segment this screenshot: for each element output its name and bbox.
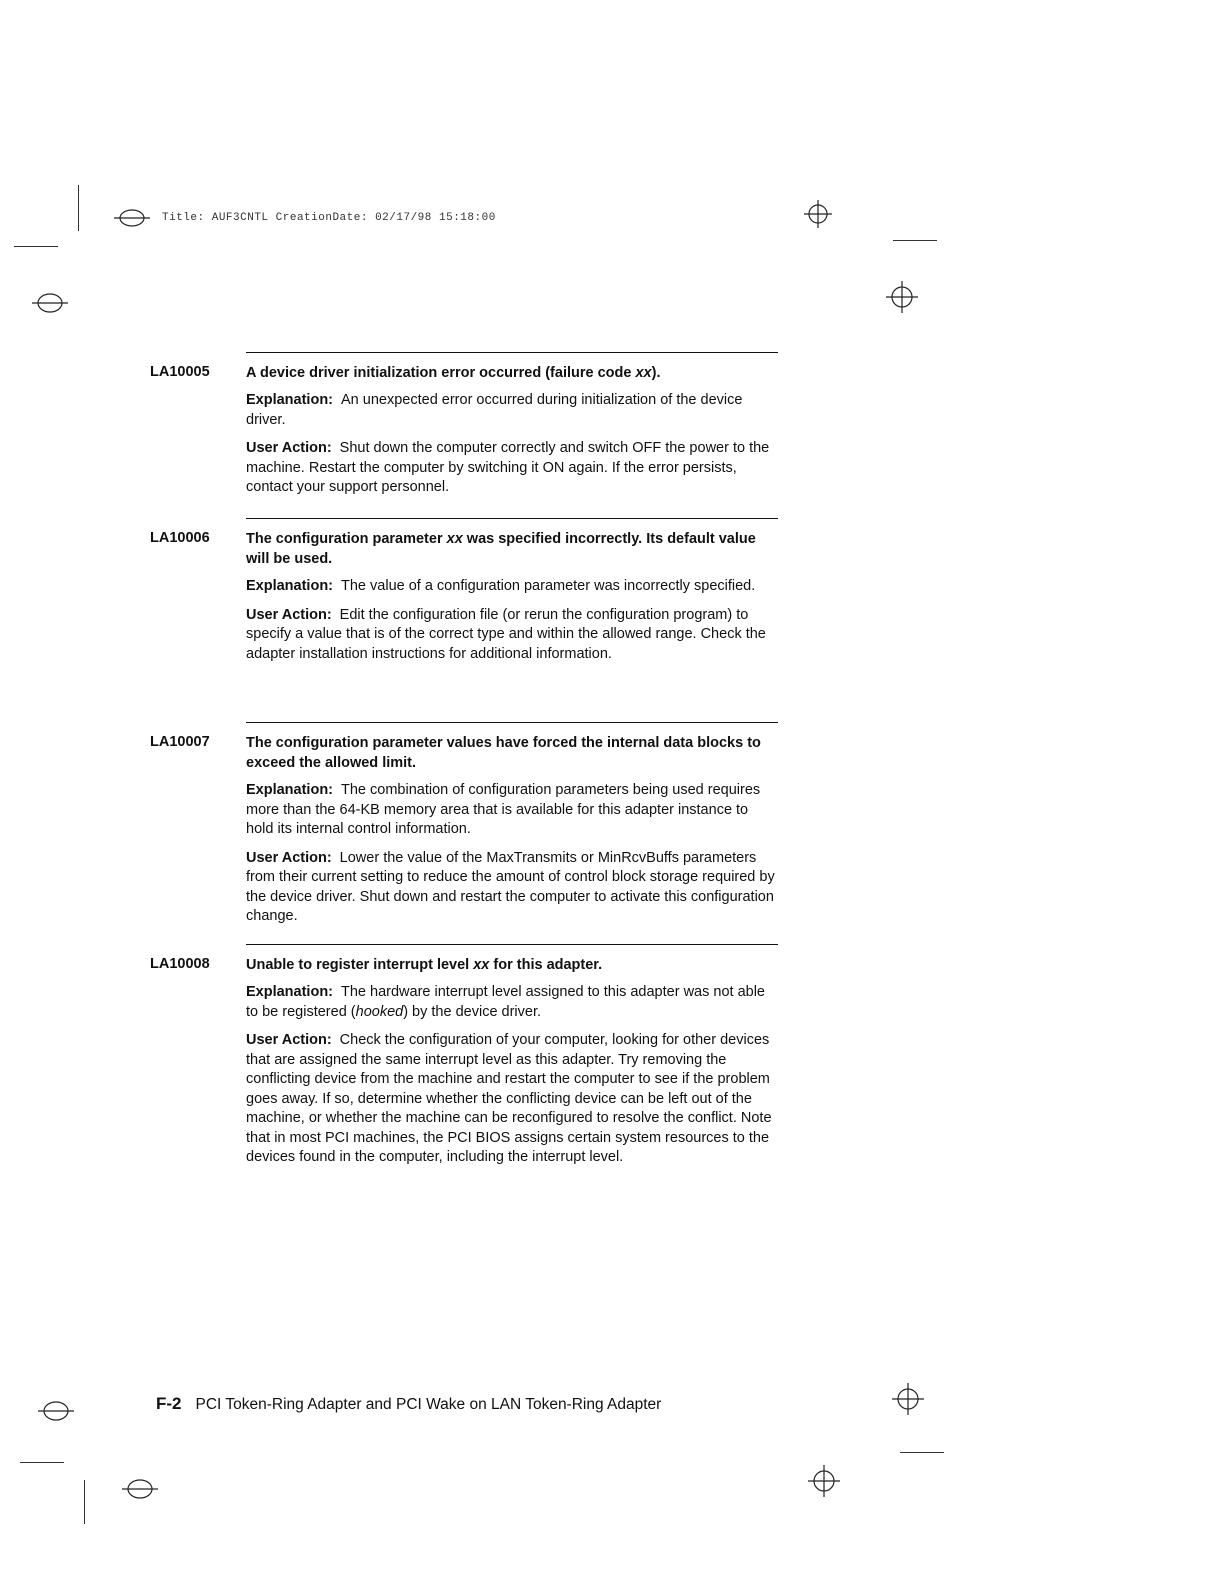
- explanation: Explanation: The hardware interrupt level assigned to this adapter was not able to be registered (hooked) by the device driver.: [246, 984, 765, 1020]
- crop-mark: [78, 185, 79, 231]
- message-title: A device driver initialization error occurred (failure code xx).: [246, 365, 661, 381]
- registration-mark-icon: [800, 198, 836, 230]
- registration-mark-icon: [890, 1382, 926, 1416]
- message-entry: [150, 944, 778, 1177]
- registration-mark-icon: [36, 1398, 76, 1424]
- registration-mark-icon: [114, 206, 150, 230]
- user-action: User Action: Lower the value of the MaxTransmits or MinRcvBuffs parameters from their current setting to reduce the amount of control block storage required by the device driver. Shut down and restart the computer to activate this configuration change.: [246, 849, 775, 924]
- crop-mark: [20, 1462, 64, 1463]
- message-code: LA10005: [150, 364, 210, 380]
- message-code: LA10007: [150, 734, 210, 750]
- message-title: The configuration parameter values have forced the internal data blocks to exceed the allowed limit.: [246, 735, 761, 771]
- explanation: Explanation: An unexpected error occurred during initialization of the device driver.: [246, 392, 743, 428]
- explanation: Explanation: The value of a configuration parameter was incorrectly specified.: [246, 578, 756, 594]
- registration-mark-icon: [884, 280, 920, 314]
- message-title: The configuration parameter xx was specified incorrectly. Its default value will be used.: [246, 531, 756, 567]
- message-entry: [150, 352, 778, 507]
- message-code: LA10006: [150, 530, 210, 546]
- crop-mark: [14, 246, 58, 247]
- user-action: User Action: Check the configuration of your computer, looking for other devices that are assigned the same interrupt level as this adapter. Try removing the conflicting device from the machine and restart the computer to see if the problem goes away. If so, determine whether the conflicting device can be left out of the machine, or whether the machine can be reconfigured to resolve the conflict. Note that in most PCI machines, the PCI BIOS assigns certain system resources to the devices found in the computer, including the interrupt level.: [246, 1032, 772, 1165]
- book-title: PCI Token-Ring Adapter and PCI Wake on LAN Token-Ring Adapter: [195, 1396, 662, 1413]
- message-title: Unable to register interrupt level xx for this adapter.: [246, 957, 603, 973]
- message-code: LA10008: [150, 956, 210, 972]
- message-entry: [150, 722, 778, 936]
- registration-mark-icon: [806, 1464, 842, 1498]
- page-footer: [156, 1394, 661, 1414]
- creation-header: [162, 212, 496, 224]
- creation-date-label: CreationDate:: [275, 212, 368, 224]
- crop-mark: [900, 1452, 944, 1453]
- page-number: F-2: [156, 1394, 182, 1413]
- title-value: AUF3CNTL: [211, 212, 269, 224]
- user-action: User Action: Edit the configuration file (or rerun the configuration program) to specify a value that is of the correct type and within the allowed range. Check the adapter installation instructions for additional information.: [246, 606, 766, 662]
- message-entry: [150, 518, 778, 673]
- explanation: Explanation: The combination of configuration parameters being used requires more than the 64-KB memory area that is available for this adapter instance to hold its internal control information.: [246, 782, 761, 837]
- registration-mark-icon: [30, 290, 70, 316]
- crop-mark: [84, 1480, 85, 1524]
- title-label: Title:: [162, 212, 205, 224]
- crop-mark: [893, 240, 937, 241]
- registration-mark-icon: [120, 1476, 160, 1502]
- creation-date-value: 02/17/98 15:18:00: [375, 212, 496, 224]
- user-action: User Action: Shut down the computer correctly and switch OFF the power to the machine. Restart the computer by switching it ON again. If the error persists, contact your support personnel.: [246, 440, 770, 495]
